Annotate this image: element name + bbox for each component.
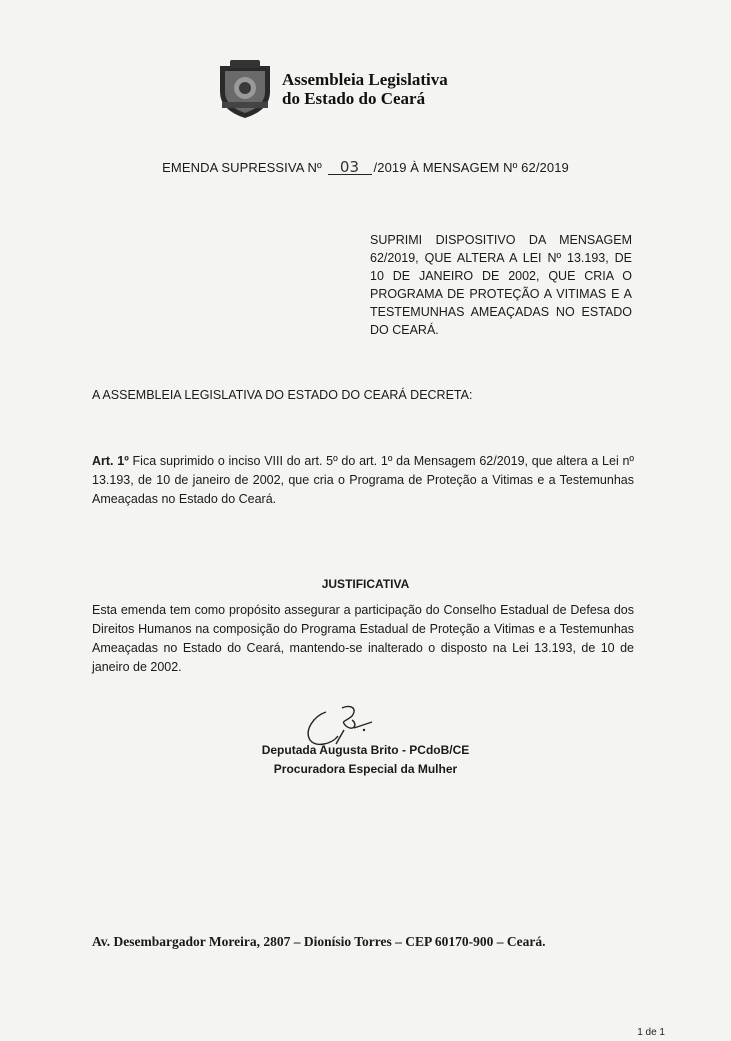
- signatory-role: Procuradora Especial da Mulher: [273, 762, 458, 776]
- title-prefix: EMENDA SUPRESSIVA Nº: [162, 160, 322, 175]
- article-1: [92, 452, 634, 509]
- institution-name-line1: Assembleia Legislativa: [282, 70, 448, 89]
- ementa-summary: SUPRIMI DISPOSITIVO DA MENSAGEM 62/2019, QUE ALTERA A LEI Nº 13.193, DE 10 DE JANEIRO DE 2002, QUE CRIA O PROGRAMA DE PROTEÇÃO A VITIMAS E A TESTEMUNHAS AMEAÇADAS NO ESTADO DO CEARÁ.: [370, 233, 632, 337]
- justification-text: Esta emenda tem como propósito assegurar a participação do Conselho Estadual de Defesa dos Direitos Humanos na composição do Programa Estadual de Proteção a Vitimas e a Testemunhas Ameaçadas no Estado do Ceará, mantendo-se inalterado o disposto na Lei 13.193, de 10 de janeiro de 2002.: [92, 603, 634, 674]
- justification-heading: JUSTIFICATIVA: [321, 577, 410, 591]
- amendment-number: 03: [328, 160, 372, 175]
- letterhead: [216, 58, 448, 120]
- title-suffix: /2019 À MENSAGEM Nº 62/2019: [373, 160, 569, 175]
- article-text: Fica suprimido o inciso VIII do art. 5º do art. 1º da Mensagem 62/2019, que altera a Lei nº 13.193, de 10 de janeiro de 2002, que cria o Programa de Proteção a Vitimas e a Testemunhas Ameaçadas no Estado do Ceará.: [92, 454, 634, 506]
- article-label: Art. 1º: [92, 454, 129, 468]
- decree-clause: A ASSEMBLEIA LEGISLATIVA DO ESTADO DO CEARÁ DECRETA:: [92, 388, 473, 402]
- footer-address: Av. Desembargador Moreira, 2807 – Dionísio Torres – CEP 60170-900 – Ceará.: [92, 934, 546, 949]
- signature-block: [0, 741, 731, 779]
- page-number: 1 de 1: [637, 1027, 665, 1038]
- institution-name-line2: do Estado do Ceará: [282, 89, 426, 108]
- document-title: [0, 160, 731, 175]
- signatory-name: Deputada Augusta Brito - PCdoB/CE: [261, 743, 470, 757]
- state-seal-logo: [216, 58, 274, 120]
